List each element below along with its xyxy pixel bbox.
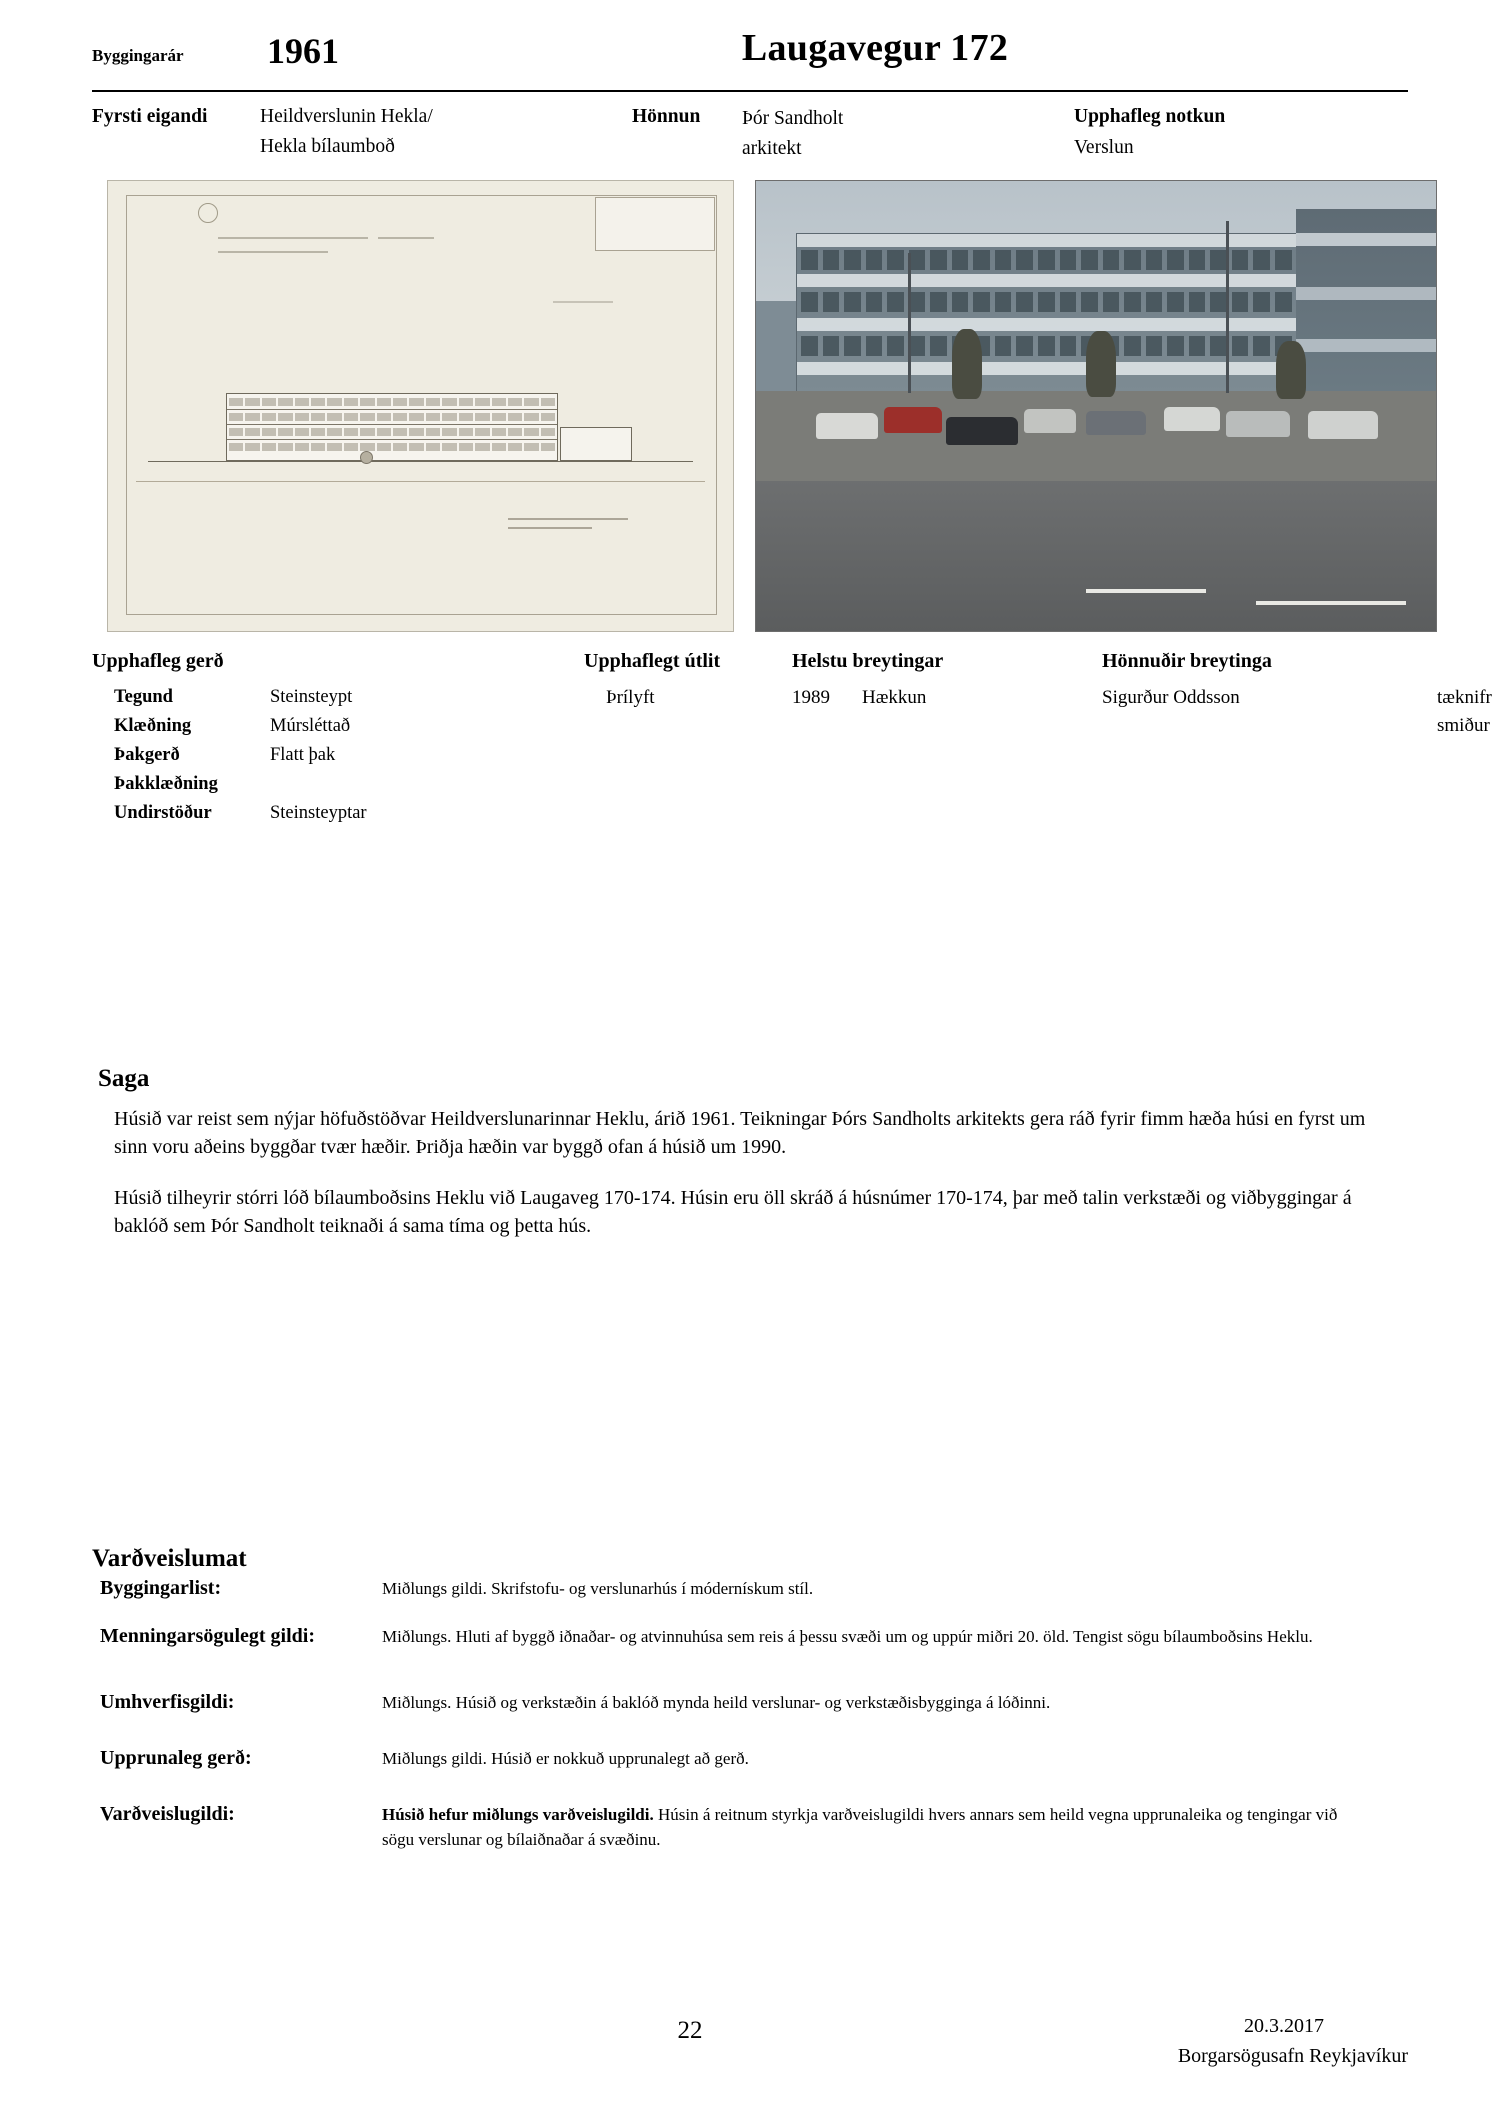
page-header	[92, 0, 1408, 86]
assessment-key: Byggingarlist:	[100, 1577, 222, 1599]
original-form-column	[92, 650, 367, 832]
assessment-value	[382, 1803, 1408, 1852]
original-use-label: Upphafleg notkun	[1074, 106, 1226, 127]
change-row	[792, 687, 943, 709]
spec-key: Undirstöður	[114, 803, 212, 823]
assessment-value: Miðlungs. Hluti af byggð iðnaðar- og atvinnuhúsa sem reis á þessu svæði um og uppúr miðri 20. öld. Tengist sögu bílaumboðsins Heklu.	[382, 1627, 1313, 1646]
original-form-title: Upphafleg gerð	[92, 650, 224, 672]
design-label: Hönnun	[632, 106, 701, 127]
spec-value: Flatt þak	[270, 745, 336, 765]
spec-value: Múrsléttað	[270, 716, 351, 736]
change-designer-name: Sigurður Oddsson	[1102, 687, 1240, 708]
spec-row	[92, 803, 367, 824]
design-value-line1: Þór Sandholt	[742, 108, 844, 129]
spec-row	[92, 716, 367, 737]
assessment-row	[92, 1747, 1408, 1773]
change-year: 1989	[792, 687, 830, 708]
change-designer-role-line2: smiður	[1437, 715, 1490, 736]
spec-key: Klæðning	[114, 716, 192, 736]
assessment-value: Miðlungs. Húsið og verkstæðin á baklóð mynda heild verslunar- og verkstæðisbygginga á lóðinni.	[382, 1693, 1051, 1712]
design-value-line2: arkitekt	[742, 138, 802, 159]
assessment-section	[92, 1545, 1408, 1874]
assessment-key: Upprunaleg gerð:	[100, 1747, 252, 1769]
change-designer-role-line1: tæknifr	[1437, 687, 1492, 708]
first-owner-value-line2: Hekla bílaumboð	[260, 136, 395, 157]
page-title: Laugavegur 172	[741, 27, 1009, 69]
changes-column	[792, 650, 943, 709]
history-paragraph: Húsið tilheyrir stórri lóð bílaumboðsins Heklu við Laugaveg 170-174. Húsin eru öll skráð á húsnúmer 170-174, þar með talin verkstæði og viðbyggingar á baklóð sem Þór Sandholt teiknaði á sama tíma og þetta hús.	[114, 1186, 1352, 1238]
appearance-column	[584, 650, 720, 709]
spec-row	[92, 687, 367, 708]
original-use-value: Verslun	[1074, 137, 1134, 158]
build-year-label: Byggingarár	[92, 46, 184, 65]
meta-row	[92, 106, 1408, 176]
first-owner-label: Fyrsti eigandi	[92, 106, 208, 127]
building-street-photo	[755, 180, 1437, 632]
assessment-value-text: Húsin á reitnum styrkja varðveislugildi hvers annars sem heild vegna upprunaleika og tengingar við sögu verslunar og bílaiðnaðar á svæðinu.	[382, 1805, 1338, 1849]
spec-key: Þakklæðning	[114, 774, 218, 794]
change-designer-row	[1102, 687, 1492, 743]
spec-value: Steinsteyptar	[270, 803, 367, 823]
footer-date: 20.3.2017	[1244, 2015, 1324, 2037]
assessment-key: Menningarsögulegt gildi:	[100, 1625, 316, 1647]
assessment-value: Miðlungs gildi. Húsið er nokkuð upprunalegt að gerð.	[382, 1749, 749, 1768]
assessment-row	[92, 1625, 1408, 1651]
build-year-value: 1961	[267, 31, 339, 71]
assessment-value-highlight: Húsið hefur miðlungs varðveislugildi.	[382, 1805, 654, 1824]
spec-key: Tegund	[114, 687, 173, 707]
history-paragraph: Húsið var reist sem nýjar höfuðstöðvar Heildverslunarinnar Heklu, árið 1961. Teikningar Þórs Sandholts arkitekts gera ráð fyrir fimm hæða húsi en fyrst um sinn voru aðeins byggðar tvær hæðir. Þriðja hæðin var byggð ofan á húsið um 1990.	[114, 1108, 1366, 1159]
image-row	[92, 180, 1408, 632]
appearance-title: Upphaflegt útlit	[584, 650, 721, 672]
appearance-value: Þrílyft	[606, 687, 655, 708]
original-form-table	[92, 687, 367, 824]
page-footer	[92, 2011, 1408, 2081]
assessment-row	[92, 1803, 1408, 1852]
header-divider	[92, 90, 1408, 92]
change-text: Hækkun	[862, 687, 927, 708]
original-elevation-drawing	[107, 180, 734, 632]
change-designers-title: Hönnuðir breytinga	[1102, 650, 1272, 672]
spec-value: Steinsteypt	[270, 687, 353, 707]
changes-title: Helstu breytingar	[792, 650, 944, 672]
change-designers-column	[1102, 650, 1492, 743]
assessment-row	[92, 1577, 1408, 1603]
footer-organisation: Borgarsögusafn Reykjavíkur	[1177, 2045, 1408, 2067]
spec-row	[92, 774, 367, 795]
history-title: Saga	[98, 1065, 150, 1092]
history-section	[92, 1065, 1408, 1263]
page-number: 22	[677, 2017, 703, 2044]
spec-row	[92, 745, 367, 766]
assessment-value: Miðlungs gildi. Skrifstofu- og verslunarhús í módernískum stíl.	[382, 1579, 814, 1598]
assessment-key: Umhverfisgildi:	[100, 1691, 235, 1713]
specification-block	[92, 650, 1492, 850]
first-owner-value-line1: Heildverslunin Hekla/	[260, 106, 433, 127]
assessment-row	[92, 1691, 1408, 1717]
assessment-title: Varðveislumat	[92, 1545, 247, 1572]
assessment-key: Varðveislugildi:	[100, 1803, 235, 1825]
spec-key: Þakgerð	[114, 745, 180, 765]
